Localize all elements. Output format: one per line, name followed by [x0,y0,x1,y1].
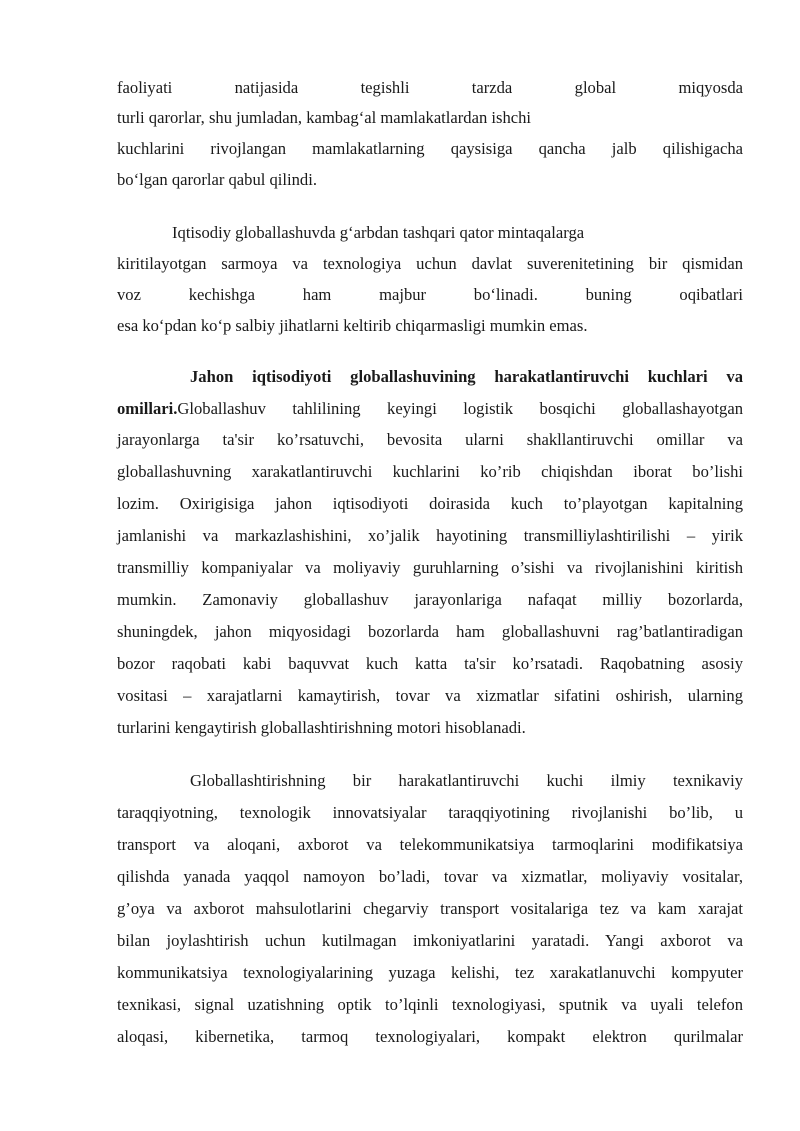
text-line: faoliyati natijasida tegishli tarzda global miqyosda [117,78,743,97]
section-heading-tail: omillari. [117,399,178,418]
text-line: aloqasi, kibernetika, tarmoq texnologiyalari, kompakt elektron qurilmalar [117,1027,743,1046]
text-line: bo‘lgan qarorlar qabul qilindi. [117,170,317,189]
text-line: taraqqiyotning, texnologik innovatsiyalar taraqqiyotining rivojlanishi bo’lib, u [117,803,743,822]
section-heading: Jahon iqtisodiyoti globallashuvining harakatlantiruvchi kuchlari va [190,367,743,386]
text-line: voz kechishga ham majbur bo‘linadi. buning oqibatlari [117,285,743,304]
text-line: esa ko‘pdan ko‘p salbiy jihatlarni keltirib chiqarmasligi mumkin emas. [117,316,588,335]
text-line: turlarini kengaytirish globallashtirishning motori hisoblanadi. [117,718,526,737]
text-line: Iqtisodiy globallashuvda g‘arbdan tashqari qator mintaqalarga [172,223,585,242]
text-line: lozim. Oxirigisiga jahon iqtisodiyoti doirasida kuch to’playotgan kapitalning [117,494,743,513]
text-line: kiritilayotgan sarmoya va texnologiya uchun davlat suverenitetining bir qismidan [117,254,743,273]
text-line: turli qarorlar, shu jumladan, kambag‘al mamlakatlardan ishchi [117,108,532,127]
text-line: jarayonlarga ta'sir ko’rsatuvchi, bevosita ularni shakllantiruvchi omillar va [117,430,743,449]
text-line: transmilliy kompaniyalar va moliyaviy guruhlarning o’sishi va rivojlanishini kiritish [117,558,743,577]
text-line: Globallashtirishning bir harakatlantiruvchi kuchi ilmiy texnikaviy [190,771,743,790]
text-line: g’oya va axborot mahsulotlarini chegarviy transport vositalariga tez va kam xarajat [117,899,743,918]
text-line: bilan joylashtirish uchun kutilmagan imkoniyatlarini yaratadi. Yangi axborot va [117,931,743,950]
text-line: globallashuvning xarakatlantiruvchi kuchlarini ko’rib chiqishdan iborat bo’lishi [117,462,743,481]
text-line: kommunikatsiya texnologiyalarining yuzaga kelishi, tez xarakatlanuvchi kompyuter [117,963,743,982]
text-line: texnikasi, signal uzatishning optik to’lqinli texnologiyasi, sputnik va uyali telefon [117,995,743,1014]
text-line: omillari.Globallashuv tahlilining keyingi logistik bosqichi globallashayotgan [117,399,743,418]
text-line: bozor raqobati kabi baquvvat kuch katta ta'sir ko’rsatadi. Raqobatning asosiy [117,654,743,673]
text-line: shuningdek, jahon miqyosidagi bozorlarda ham globallashuvni rag’batlantiradigan [117,622,743,641]
text-line: mumkin. Zamonaviy globallashuv jarayonlariga nafaqat milliy bozorlarda, [117,590,743,609]
text-line: vositasi – xarajatlarni kamaytirish, tovar va xizmatlar sifatini oshirish, ularning [117,686,743,705]
text-line: jamlanishi va markazlashishini, xo’jalik hayotining transmilliylashtirilishi – yirik [117,526,743,545]
text-line: qilishda yanada yaqqol namoyon bo’ladi, tovar va xizmatlar, moliyaviy vositalar, [117,867,743,886]
text-line: transport va aloqani, axborot va telekommunikatsiya tarmoqlarini modifikatsiya [117,835,743,854]
text-line: kuchlarini rivojlangan mamlakatlarning qaysisiga qancha jalb qilishigacha [117,139,743,158]
